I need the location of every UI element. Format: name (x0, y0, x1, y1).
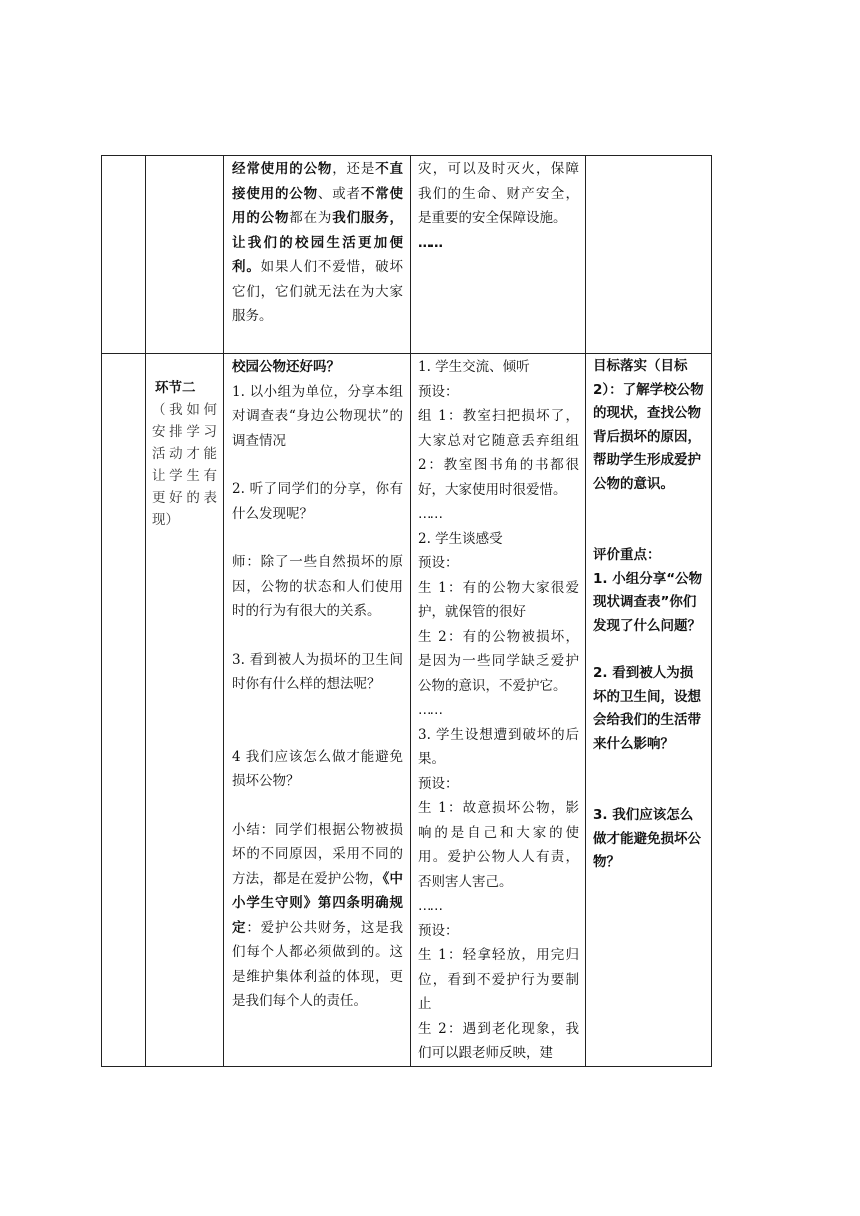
evaluation-key-2: 2. 看到被人为损坏的卫生间，设想会给我们的生活带来什么影响？ (593, 665, 701, 752)
stage-cell (146, 156, 224, 354)
goal-statement: 目标落实（目标 2）：了解学校公物的现状，查找公物背后损坏的原因，帮助学生形成爱护公物的意识。 (593, 358, 704, 492)
teacher-activity-cell (224, 354, 411, 1067)
stage-description: （我如何安排学习活动才能让学生有更好的表现） (152, 402, 217, 528)
teacher-activity-text: 经常使用的公物，还是不直接使用的公物、或者不常使用的公物都在为我们服务，让我们的校园生活更加便利。如果人们不爱惜，破坏它们，它们就无法在为大家服务。 (232, 161, 404, 324)
table-row (102, 354, 712, 1067)
teacher-activity-cell (224, 156, 411, 354)
stage-title: 环节二 (155, 380, 196, 396)
evaluation-key-3: 3. 我们应该怎么做才能避免损坏公物？ (593, 807, 701, 870)
teacher-step-3: 3. 看到被人为损坏的卫生间时你有什么样的想法呢？ (232, 651, 403, 692)
table-row (102, 156, 712, 354)
student-activity-text: 1. 学生交流、倾听 预设： 组 1：教室扫把损坏了，大家总对它随意丢弃组组 2：教室图书角的书都很好，大家使用时很爱惜。 …… 2. 学生谈感受 预设： 生 1：有的公物大家很爱护，就保管的很好 生 2：有的公物被损坏，是因为一些同学缺乏爱护公物的意识，不爱护它。 …… 3. 学生设想遭到破坏的后果。 预设： 生 1：故意损坏公物，影响的是自己和大家的使用。爱护公物人人有责，否则害人害己。 …… 预设： 生 1：轻拿轻放，用完归位，看到不爱护行为要制止 生 2：遇到老化现象，我们可以跟老师反映，建 (418, 359, 579, 1061)
empty-margin-cell (102, 354, 146, 1067)
lesson-plan-table (101, 155, 712, 1067)
evaluation-cell (586, 354, 712, 1067)
evaluation-key-title: 评价重点： (593, 547, 661, 563)
teacher-step-4: 4 我们应该怎么做才能避免损坏公物？ (232, 748, 403, 789)
teacher-summary: 小结：同学们根据公物被损坏的不同原因，采用不同的方法，都是在爱护公物，《中小学生守则》第四条明确规定：爱护公共财务，这是我们每个人都必须做到的。这是维护集体利益的体现，更是我们每个人的责任。 (232, 821, 404, 1009)
empty-margin-cell (102, 156, 146, 354)
student-activity-text: 灾，可以及时灭火，保障我们的生命、财产安全，是重要的安全保障设施。 …… (418, 161, 579, 251)
evaluation-cell (586, 156, 712, 354)
student-activity-cell (411, 354, 586, 1067)
evaluation-key-1: 1. 小组分享“公物现状调查表”你们发现了什么问题？ (593, 570, 703, 634)
section-heading: 校园公物还好吗？ (232, 359, 340, 375)
stage-cell (146, 354, 224, 1067)
evaluation-text (586, 354, 711, 875)
student-activity-cell (411, 156, 586, 354)
teacher-step-1: 1. 以小组为单位，分享本组对调查表“身边公物现状”的调查情况 (232, 383, 403, 449)
teacher-remark: 师：除了一些自然损坏的原因，公物的状态和人们使用时的行为有很大的关系。 (232, 554, 403, 619)
teacher-activity-text (224, 354, 410, 1014)
teacher-step-2: 2. 听了同学们的分享，你有什么发现呢？ (232, 481, 403, 522)
